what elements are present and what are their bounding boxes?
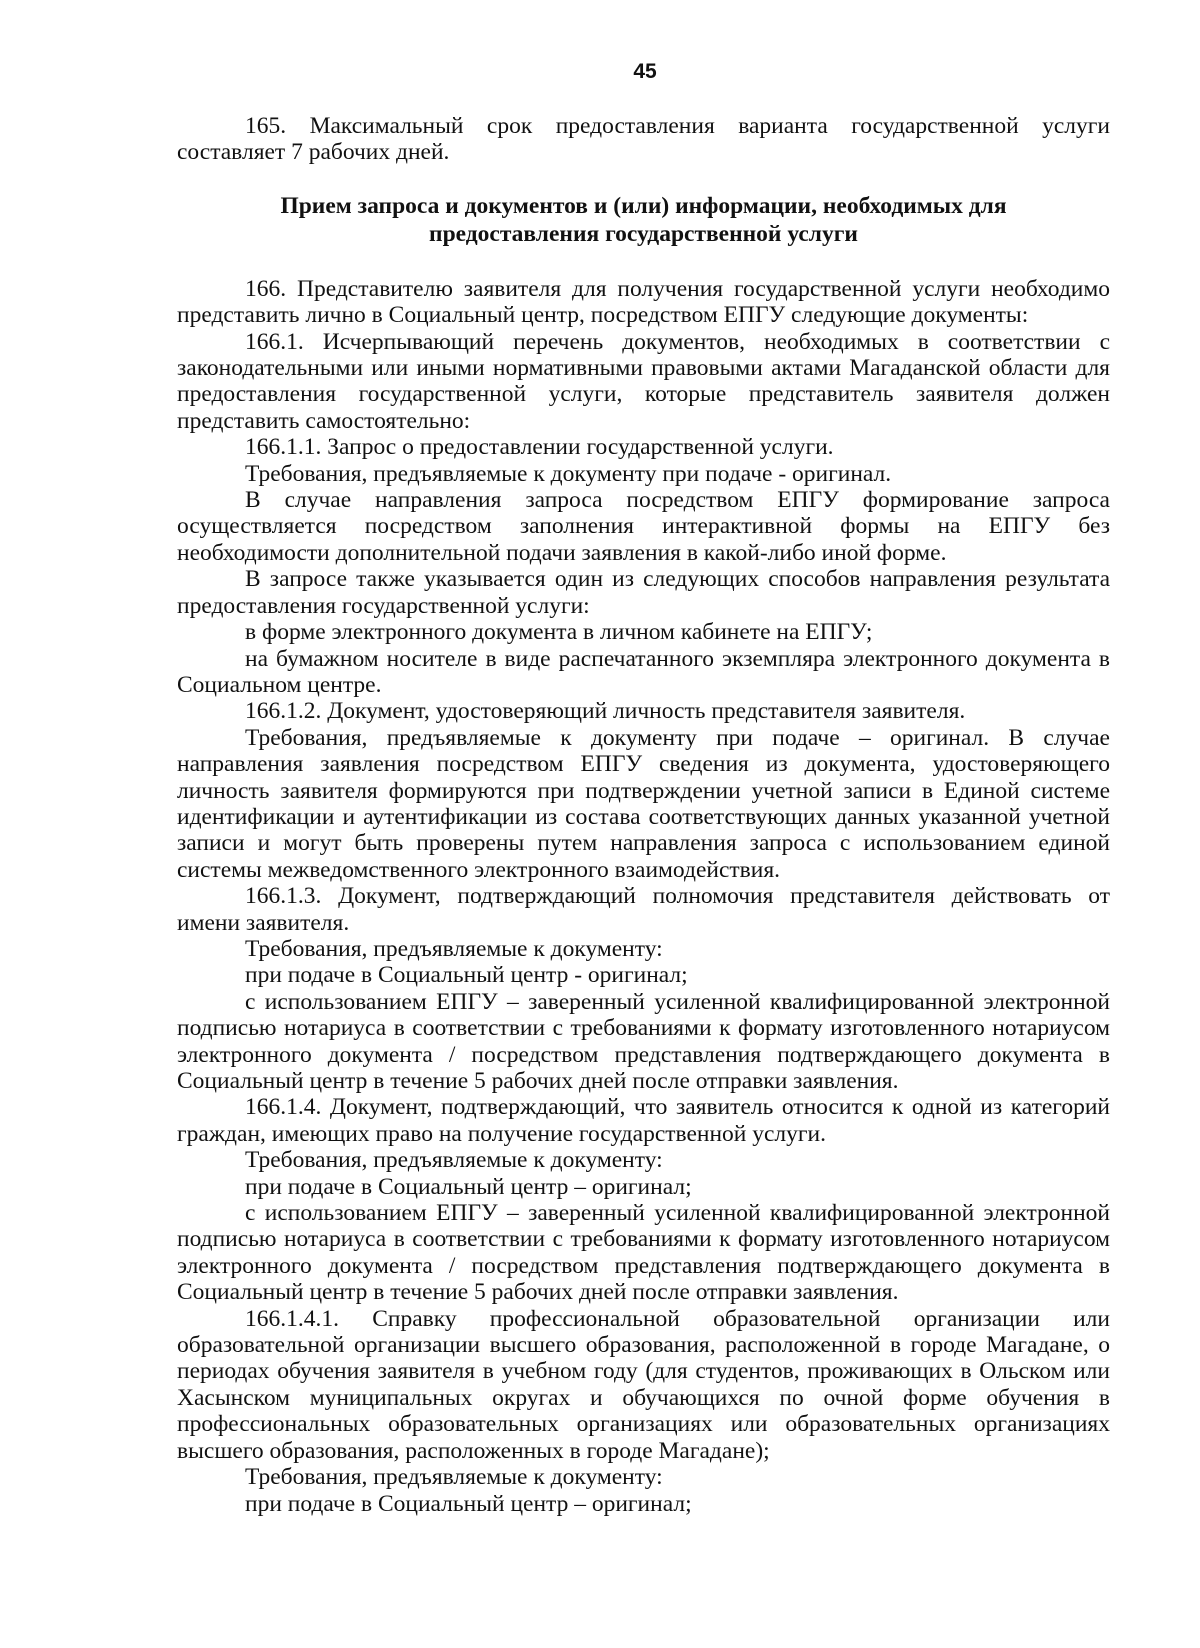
paragraph: при подаче в Социальный центр - оригинал; bbox=[245, 962, 688, 989]
paragraph: с использованием ЕПГУ – заверенный усиленной квалифицированной электронной подписью нотариуса в соответствии с требованиями к формату изготовленного нотариусом электронного документа / посредством представления подтверждающего документа в Социальный центр в течение 5 рабочих дней после отправки заявления. bbox=[177, 988, 1110, 1094]
paragraph: Требования, предъявляемые к документу: bbox=[245, 935, 663, 962]
paragraph: 166. Представителю заявителя для получения государственной услуги необходимо представить лично в Социальный центр, посредством ЕПГУ следующие документы: bbox=[177, 275, 1110, 329]
paragraph: 166.1.4. Документ, подтверждающий, что заявитель относится к одной из категорий граждан, имеющих право на получение государственной услуги. bbox=[177, 1094, 1110, 1147]
paragraph: Требования, предъявляемые к документу при подаче – оригинал. В случае направления заявления посредством ЕПГУ сведения из документа, удостоверяющего личность заявителя формируются при подтверждении учетной записи в Единой системе идентификации и аутентификации из состава соответствующих данных указанной учетной записи и могут быть проверены путем направления запроса с использованием единой системы межведомственного электронного взаимодействия. bbox=[177, 724, 1110, 883]
paragraph: в форме электронного документа в личном кабинете на ЕПГУ; bbox=[245, 619, 873, 646]
document-body bbox=[177, 113, 1110, 1517]
paragraph: 166.1.4.1. Справку профессиональной образовательной организации или образовательной организации высшего образования, расположенной в городе Магадане, о периодах обучения заявителя в учебном году (для студентов, проживающих в Ольском или Хасынском муниципальных округах и обучающихся по очной форме обучения в профессиональных образовательных организациях или образовательных организациях высшего образования, расположенных в городе Магадане); bbox=[177, 1305, 1110, 1464]
section-heading-line: предоставления государственной услуги bbox=[429, 220, 858, 247]
page-number: 45 bbox=[633, 60, 657, 83]
paragraph: 165. Максимальный срок предоставления варианта государственной услуги составляет 7 рабочих дней. bbox=[177, 113, 1110, 166]
paragraph: при подаче в Социальный центр – оригинал; bbox=[245, 1490, 692, 1517]
paragraph: 166.1. Исчерпывающий перечень документов, необходимых в соответствии с законодательными или иными нормативными правовыми актами Магаданской области для предоставления государственной услуги, которые представитель заявителя должен представить самостоятельно: bbox=[177, 328, 1110, 434]
paragraph: В запросе также указывается один из следующих способов направления результата предоставления государственной услуги: bbox=[177, 566, 1110, 619]
paragraph: при подаче в Социальный центр – оригинал; bbox=[245, 1173, 692, 1200]
paragraph: Требования, предъявляемые к документу при подаче - оригинал. bbox=[245, 460, 892, 487]
section-heading-line: Прием запроса и документов и (или) информации, необходимых для bbox=[280, 192, 1007, 219]
paragraph: 166.1.3. Документ, подтверждающий полномочия представителя действовать от имени заявителя. bbox=[177, 883, 1110, 936]
paragraph: Требования, предъявляемые к документу: bbox=[245, 1464, 663, 1491]
paragraph: с использованием ЕПГУ – заверенный усиленной квалифицированной электронной подписью нотариуса в соответствии с требованиями к формату изготовленного нотариусом электронного документа / посредством представления подтверждающего документа в Социальный центр в течение 5 рабочих дней после отправки заявления. bbox=[177, 1200, 1110, 1306]
paragraph: 166.1.1. Запрос о предоставлении государственной услуги. bbox=[245, 434, 834, 461]
paragraph: Требования, предъявляемые к документу: bbox=[245, 1147, 663, 1174]
paragraph: на бумажном носителе в виде распечатанного экземпляра электронного документа в Социальном центре. bbox=[177, 645, 1110, 698]
section-heading bbox=[177, 192, 1110, 248]
paragraph: 166.1.2. Документ, удостоверяющий личность представителя заявителя. bbox=[245, 698, 966, 725]
paragraph: В случае направления запроса посредством ЕПГУ формирование запроса осуществляется посредством заполнения интерактивной формы на ЕПГУ без необходимости дополнительной подачи заявления в какой-либо иной форме. bbox=[177, 487, 1110, 566]
